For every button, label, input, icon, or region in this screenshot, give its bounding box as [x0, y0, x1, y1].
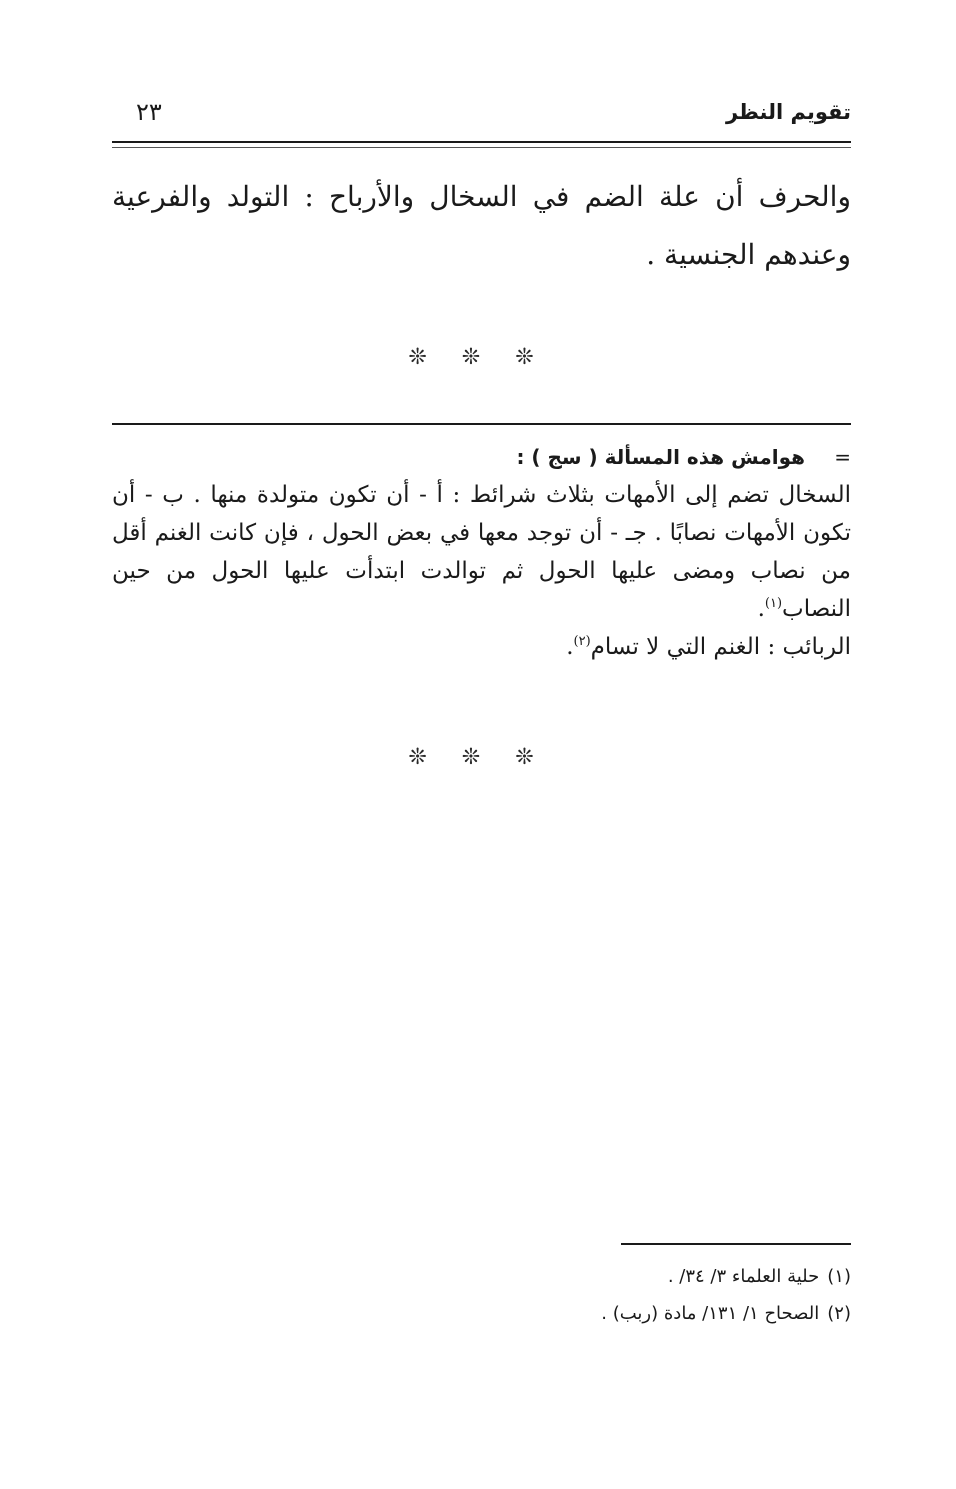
running-title: تقويم النظر: [725, 100, 851, 124]
main-paragraph: والحرف أن علة الضم في السخال والأرباح : التولد والفرعية وعندهم الجنسية .: [112, 180, 851, 271]
notes-heading-text: هوامش هذه المسألة ( سج ) :: [516, 445, 805, 469]
notes-heading: [112, 438, 851, 476]
footnote-text: الصحاح ١/ ١٣١/ مادة (ربب) .: [601, 1303, 820, 1324]
continuation-mark: =: [834, 445, 851, 469]
section-separator-ornament: ❊ ❊ ❊: [408, 345, 548, 370]
notes-paragraph-1: [112, 476, 851, 628]
notes-paragraph-2-text: الربائب : الغنم التي لا تسام: [590, 634, 851, 660]
footnotes: [112, 1258, 851, 1332]
page-number: ٢٣: [136, 98, 162, 126]
footnote-number: (١): [827, 1266, 851, 1287]
notes-paragraph-2-end: .: [566, 634, 574, 660]
footnote-item: [112, 1258, 851, 1295]
footnote-ref-2[interactable]: (٢): [573, 634, 591, 649]
footnote-number: (٢): [827, 1303, 851, 1324]
notes-divider-rule: [112, 423, 851, 425]
notes-paragraph-1-end: .: [757, 596, 765, 622]
section-separator-ornament-2: ❊ ❊ ❊: [408, 745, 548, 770]
notes-paragraph-2: [112, 628, 851, 666]
footnote-item: [112, 1295, 851, 1332]
footnote-text: حلية العلماء ٣/ ٣٤/ .: [667, 1266, 820, 1287]
footnote-ref-1[interactable]: (١): [764, 596, 783, 611]
footnote-rule: [621, 1243, 851, 1245]
notes-paragraph-1-text: السخال تضم إلى الأمهات بثلاث شرائط : أ - أن تكون متولدة منها . ب - أن تكون الأمهات نصابًا . جـ - أن توجد معها في بعض الحول ، فإن كانت الغنم أقل من نصاب ومضى عليها الحول ثم توالدت ابتدأت عليها الحول من حين النصاب: [112, 482, 851, 622]
header-rule-thick: [112, 141, 851, 143]
margin-notes: [112, 438, 851, 666]
header-rule-thin: [112, 147, 851, 148]
page-header: [112, 100, 851, 140]
